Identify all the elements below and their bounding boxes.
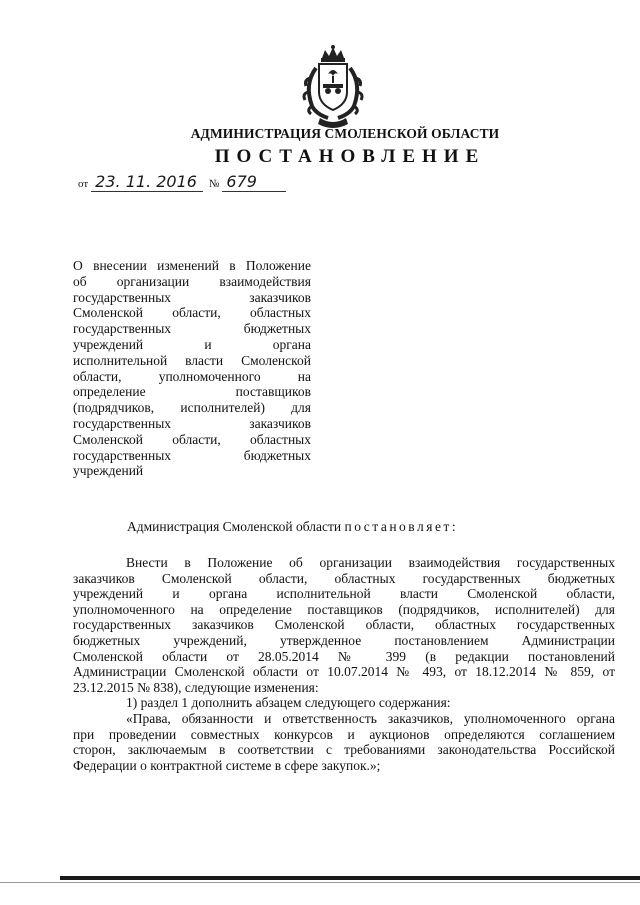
number-prefix: № (208, 178, 220, 190)
subject-line: учреждений (73, 463, 144, 479)
scan-edge-line (0, 882, 640, 883)
body-line: Администрации Смоленской области от 10.07.2014 № 493, от 18.12.2014 № 859, от (73, 664, 615, 680)
subject-line: об организации взаимодействия (73, 273, 311, 289)
body-line: 23.12.2015 № 838), следующие изменения: (73, 679, 319, 695)
subject-line: государственных бюджетных (73, 447, 311, 463)
body-line: уполномоченного на определение поставщиков (подрядчиков, исполнителей) для (73, 601, 615, 617)
registration-line (75, 172, 286, 194)
subject-line: государственных заказчиков (73, 289, 311, 305)
subject-line: Смоленской области, областных (73, 305, 311, 321)
body-line: Федерации о контрактной системе в сфере закупок.»; (73, 757, 381, 773)
body-line: бюджетных учреждений, утвержденное постановлением Администрации (73, 632, 615, 648)
date-prefix: от (78, 178, 89, 190)
registration-date: 23. 11. 2016 (91, 172, 203, 192)
subject-line: области, уполномоченного на (73, 368, 311, 384)
body-line: «Права, обязанности и ответственность заказчиков, уполномоченного органа (126, 710, 615, 726)
decree-statement (127, 519, 458, 535)
body-line: государственных заказчиков Смоленской области, областных государственных (73, 617, 615, 633)
document-type-title: ПОСТАНОВЛЕНИЕ (214, 146, 486, 167)
document-subject (73, 258, 311, 479)
body-line: учреждений и органа исполнительной власти Смоленской области, (73, 586, 615, 602)
subject-line: учреждений и органа (73, 336, 311, 352)
subject-line: О внесении изменений в Положение (73, 258, 311, 273)
registration-number: 679 (222, 172, 286, 192)
decree-verb: постановляет: (344, 519, 459, 534)
organization-name: АДМИНИСТРАЦИЯ СМОЛЕНСКОЙ ОБЛАСТИ (190, 126, 500, 141)
body-line: заказчиков Смоленской области, областных государственных бюджетных (73, 570, 615, 586)
body-line: при проведении совместных конкурсов и аукционов определяются соглашением (73, 726, 615, 742)
subject-line: государственных заказчиков (73, 415, 311, 431)
body-line: Внести в Положение об организации взаимодействия государственных (126, 555, 615, 570)
subject-line: (подрядчиков, исполнителей) для (73, 400, 311, 416)
subject-line: государственных бюджетных (73, 321, 311, 337)
subject-line: исполнительной власти Смоленской (73, 352, 311, 368)
body-line: сторон, заключаемым в соответствии с требованиями законодательства Российской (73, 742, 615, 758)
bottom-divider (60, 876, 640, 880)
document-body (73, 555, 615, 773)
smolensk-coat-of-arms-icon (298, 44, 368, 130)
subject-line: определение поставщиков (73, 384, 311, 400)
body-line: 1) раздел 1 дополнить абзацем следующего содержания: (126, 695, 451, 711)
decree-lead: Администрация Смоленской области (127, 519, 342, 534)
subject-line: Смоленской области, областных (73, 431, 311, 447)
body-line: Смоленской области от 28.05.2014 № 399 (в редакции постановлений (73, 648, 615, 664)
